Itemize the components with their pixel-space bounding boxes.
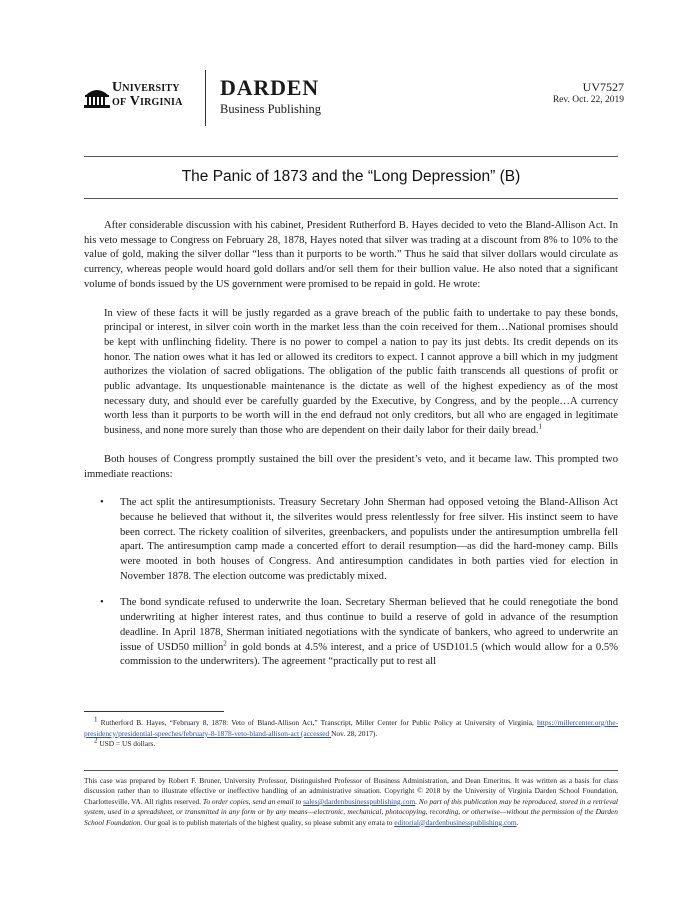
revision-date: Rev. Oct. 22, 2019 [552, 95, 624, 105]
body-paragraph-1: After considerable discussion with his cabinet, President Rutherford B. Hayes decided to veto the Bland-Allison Act. In his veto message to Congress on February 28, 1878, Hayes noted that silver was trading at a discount from 8% to 10% to the value of gold, making the silver dollar “less than it purports to be worth.” Thus he said that silver dollars would circulate as currency, whereas people would hoard gold dollars and/or sell them for their bullion value. He also noted that a significant volume of bonds issued by the US government were promised to be repaid in gold. He wrote: [84, 220, 618, 290]
title-rule-bottom [84, 198, 618, 199]
footnote-1-mark: 1 [94, 715, 98, 724]
bullet-icon: • [100, 497, 104, 509]
footnote-2-mark: 2 [94, 736, 98, 745]
prepared-text-2: Our goal is to publish materials of the highest quality, so please submit any errata to [142, 817, 395, 827]
darden-wordmark [220, 76, 321, 118]
footnote-2-text: USD = US dollars. [97, 739, 156, 749]
body-paragraph-2: Both houses of Congress promptly sustained the bill over the president’s veto, and it became law. This prompted two immediate reactions: [84, 453, 618, 480]
rotunda-icon [84, 86, 110, 108]
prepared-italic-2: . No part of this publication may be reproduced, stored in a retrieval system, used in a spreadsheet, or transmitted in any form or by any means—electronic, mechanical, photocopying, recording, or otherwise—without the permission of the Darden School Foundation. [84, 796, 618, 827]
bullet-text-2a: The bond syndicate refused to underwrite the loan. Secretary Sherman believed that he could renegotiate the bond underwriting at higher interest rates, and thus continue to build a reserve of gold in advance of the resumption deadline. In April 1878, Sherman initiated negotiations with the syndicate of bankers, who agreed to underwrite an issue of USD50 million [120, 597, 618, 653]
bullet-text-1: The act split the antiresumptionists. Treasury Secretary John Sherman had opposed vetoing the Bland-Allison Act because he believed that without it, the silverites would press relentlessly for free silver. His instinct seem to have been correct. The rickety coalition of silverites, greenbackers, and populists under the antiresumption umbrella fell apart. The antiresumption camp made a concerted effort to derail resumption—as did the hard-money camp. Bills were mooted in both houses of Congress. And antiresumption candidates in both parties vied for election in November 1878. The election outcome was predictably mixed. [120, 497, 618, 582]
prepared-text-3: . [516, 817, 519, 827]
footnote-separator [84, 711, 224, 712]
title-rule-top [84, 156, 618, 157]
prepared-text-1: This case was prepared by Robert F. Bruner, University Professor, Distinguished Professor of Business Administration, and Dean Emeritus. It was written as a basis for class discussion rather than to illustrate effective or ineffective handling of an administrative situation. Copyright © 2018 by the University of Virginia Darden School Foundation, Charlottesville, VA. All rights reserved. [84, 776, 618, 806]
quote-text: In view of these facts it will be justly regarded as a grave breach of the public faith to undertake to pay these bonds, principal or interest, in silver coin worth in the market less than the coin received for them…National promises should be kept with unflinching fidelity. There is no power to compel a nation to pay its just debts. Its credit depends on its honor. The nation owes what it has led or allowed its creditors to expect. I cannot approve a bill which in my judgment authorizes the violation of sacred obligations. The obligation of the public faith transcends all questions of profit or public advantage. Its unquestionable maintenance is the dictate as well of the highest expediency as of the most necessary duty, and should ever be carefully guarded by the Executive, by Congress, and by the people…A currency worth less than it purports to be worth will in the end defraud not only creditors, but all who are engaged in legitimate business, and none more surely than those who are dependent on their daily labor for their daily bread. [104, 307, 618, 437]
uva-logo [84, 78, 196, 114]
document-title: The Panic of 1873 and the “Long Depression” (B) [181, 168, 521, 185]
footnote-ref-1[interactable]: 1 [538, 422, 543, 431]
publisher-subtitle: Business Publishing [220, 102, 322, 116]
footnote-1-text: Rutherford B. Hayes, “February 8, 1878: Veto of Bland-Allison Act,” Transcript, Miller Center for Public Policy at University of Virginia, [97, 718, 538, 727]
editorial-email-link[interactable]: editorial@dardenbusinesspublishing.com [394, 817, 517, 827]
footnote-1-link[interactable]: https://millercenter.org/the-presidency/presidential-speeches/february-8-1878-veto-bland-allison-act (accessed [84, 718, 618, 738]
footnote-1 [84, 715, 618, 739]
block-quote [104, 307, 618, 439]
document-header [84, 70, 624, 130]
footnote-ref-2[interactable]: 2 [223, 639, 227, 648]
header-divider [205, 70, 206, 126]
list-item [84, 496, 618, 584]
footnotes [84, 715, 618, 750]
prepared-note-text [84, 776, 618, 828]
footnote-1-tail: Nov. 28, 2017). [331, 728, 378, 738]
footnote-2 [84, 736, 618, 750]
university-wordmark [112, 81, 183, 109]
prepared-italic-1: To order copies, send an email to [202, 796, 304, 806]
prepared-note-rule [84, 770, 618, 771]
case-meta [553, 80, 624, 107]
bullet-icon: • [100, 597, 104, 609]
publisher-name: DARDEN [220, 75, 319, 100]
list-item [84, 596, 618, 670]
bullet-list [84, 496, 618, 670]
prepared-note [84, 776, 618, 828]
bullet-text-2b: in gold bonds at 4.5% interest, and a price of USD101.5 (which would allow for a 0.5% commission to the underwriters). The agreement “practically put to rest all [120, 641, 618, 668]
university-line2: of Virginia [112, 94, 183, 109]
university-line1: University [112, 80, 180, 95]
sales-email-link[interactable]: sales@dardenbusinesspublishing.com [303, 796, 416, 806]
document-body [84, 219, 618, 682]
case-number: UV7527 [582, 80, 624, 94]
